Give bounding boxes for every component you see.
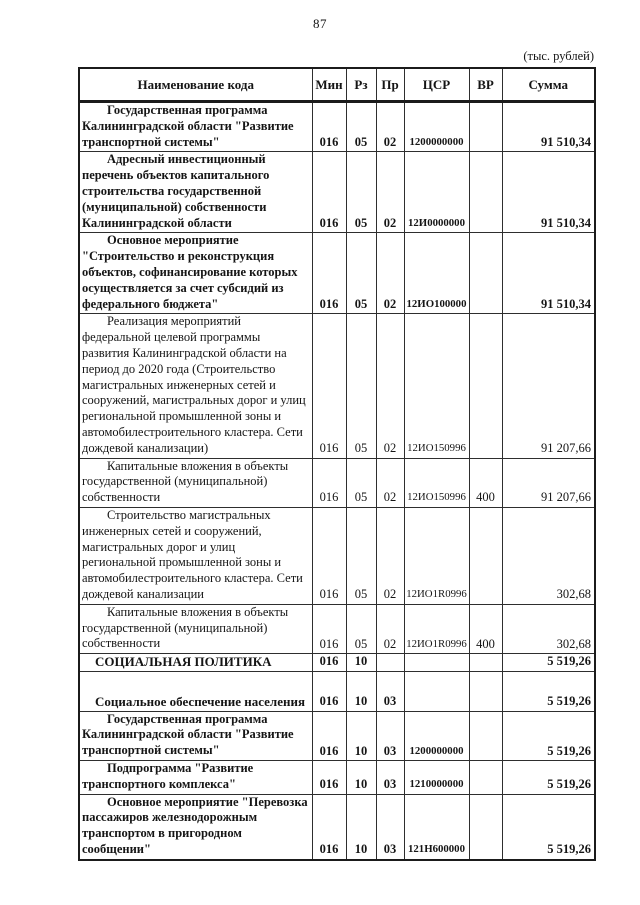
column-header-pr: Пр [376, 68, 404, 102]
cell-vr [469, 671, 502, 711]
cell-code-name: Основное мероприятие "Перевозка пассажиров железнодорожным транспортом в пригородном сообщении" [79, 794, 312, 860]
cell-rz: 05 [346, 102, 376, 152]
cell-min: 016 [312, 458, 346, 507]
cell-rz: 05 [346, 233, 376, 314]
cell-summa: 302,68 [502, 604, 595, 653]
table-row [79, 711, 595, 760]
cell-rz: 05 [346, 314, 376, 458]
cell-min: 016 [312, 233, 346, 314]
page-number: 87 [313, 16, 327, 31]
cell-summa: 5 519,26 [502, 794, 595, 860]
cell-code-name: Реализация мероприятий федеральной целевой программы развития Калининградской области на период до 2020 года (Строительство магистральных инженерных сетей и сооружений, магистральных дорог и улиц региональной промышленной зоны и автомобилестроительного кластера. Сети дождевой канализации) [79, 314, 312, 458]
cell-pr: 02 [376, 102, 404, 152]
cell-min: 016 [312, 794, 346, 860]
cell-summa: 5 519,26 [502, 761, 595, 795]
cell-vr: 400 [469, 458, 502, 507]
cell-summa: 91 207,66 [502, 314, 595, 458]
cell-min: 016 [312, 152, 346, 233]
table-row [79, 654, 595, 672]
cell-rz: 05 [346, 152, 376, 233]
table-header-row [79, 68, 595, 102]
table-row [79, 152, 595, 233]
cell-vr [469, 314, 502, 458]
column-header-rz: Рз [346, 68, 376, 102]
cell-code-name: Подпрограмма "Развитие транспортного комплекса" [79, 761, 312, 795]
cell-code-name: Основное мероприятие "Строительство и реконструкция объектов, софинансирование которых осуществляется за счет субсидий из федерального бюджета" [79, 233, 312, 314]
cell-rz: 05 [346, 604, 376, 653]
table-row [79, 794, 595, 860]
cell-csr [404, 671, 469, 711]
cell-min: 016 [312, 102, 346, 152]
cell-rz: 05 [346, 458, 376, 507]
cell-vr [469, 654, 502, 672]
cell-pr: 03 [376, 761, 404, 795]
cell-pr: 03 [376, 671, 404, 711]
cell-summa: 5 519,26 [502, 671, 595, 711]
cell-summa: 5 519,26 [502, 711, 595, 760]
table-row [79, 507, 595, 604]
table-body [79, 102, 595, 860]
cell-vr [469, 233, 502, 314]
column-header-vr: ВР [469, 68, 502, 102]
cell-rz: 10 [346, 794, 376, 860]
cell-summa: 91 510,34 [502, 233, 595, 314]
cell-vr [469, 761, 502, 795]
cell-rz: 10 [346, 654, 376, 672]
column-header-csr: ЦСР [404, 68, 469, 102]
cell-pr [376, 654, 404, 672]
cell-rz: 05 [346, 507, 376, 604]
cell-csr: 1210000000 [404, 761, 469, 795]
cell-vr [469, 507, 502, 604]
cell-csr: 12ИО150996 [404, 458, 469, 507]
cell-min: 016 [312, 711, 346, 760]
cell-summa: 91 207,66 [502, 458, 595, 507]
cell-summa: 91 510,34 [502, 152, 595, 233]
cell-vr [469, 152, 502, 233]
cell-csr: 12ИО100000 [404, 233, 469, 314]
column-header-min: Мин [312, 68, 346, 102]
cell-vr: 400 [469, 604, 502, 653]
cell-pr: 02 [376, 233, 404, 314]
cell-rz: 10 [346, 671, 376, 711]
table-row [79, 604, 595, 653]
cell-summa: 302,68 [502, 507, 595, 604]
cell-code-name: Социальное обеспечение населения [79, 671, 312, 711]
cell-min: 016 [312, 314, 346, 458]
cell-code-name: Капитальные вложения в объекты государственной (муниципальной) собственности [79, 458, 312, 507]
table-row [79, 233, 595, 314]
budget-table [78, 67, 596, 861]
cell-vr [469, 711, 502, 760]
table-row [79, 314, 595, 458]
cell-vr [469, 794, 502, 860]
cell-summa: 5 519,26 [502, 654, 595, 672]
table-row [79, 671, 595, 711]
cell-pr: 02 [376, 314, 404, 458]
cell-csr: 12ИО150996 [404, 314, 469, 458]
cell-pr: 02 [376, 152, 404, 233]
cell-pr: 03 [376, 794, 404, 860]
table-row [79, 761, 595, 795]
cell-min: 016 [312, 671, 346, 711]
table-row [79, 458, 595, 507]
column-header-name: Наименование кода [79, 68, 312, 102]
cell-csr [404, 654, 469, 672]
cell-code-name: СОЦИАЛЬНАЯ ПОЛИТИКА [79, 654, 312, 672]
cell-code-name: Государственная программа Калининградской области "Развитие транспортной системы" [79, 102, 312, 152]
column-header-summa: Сумма [502, 68, 595, 102]
cell-pr: 02 [376, 458, 404, 507]
cell-min: 016 [312, 507, 346, 604]
cell-csr: 12ИО1R0996 [404, 604, 469, 653]
cell-csr: 1200000000 [404, 711, 469, 760]
table-row [79, 102, 595, 152]
cell-pr: 02 [376, 507, 404, 604]
cell-pr: 02 [376, 604, 404, 653]
cell-code-name: Строительство магистральных инженерных сетей и сооружений, магистральных дорог и улиц региональной промышленной зоны и автомобилестроительного кластера. Сети дождевой канализации [79, 507, 312, 604]
cell-code-name: Адресный инвестиционный перечень объектов капитального строительства государственной (муниципальной) собственности Калининградской области [79, 152, 312, 233]
cell-csr: 1200000000 [404, 102, 469, 152]
cell-csr: 12И0000000 [404, 152, 469, 233]
cell-min: 016 [312, 604, 346, 653]
cell-min: 016 [312, 761, 346, 795]
cell-min: 016 [312, 654, 346, 672]
cell-code-name: Капитальные вложения в объекты государственной (муниципальной) собственности [79, 604, 312, 653]
cell-rz: 10 [346, 711, 376, 760]
cell-vr [469, 102, 502, 152]
cell-summa: 91 510,34 [502, 102, 595, 152]
cell-code-name: Государственная программа Калининградской области "Развитие транспортной системы" [79, 711, 312, 760]
cell-rz: 10 [346, 761, 376, 795]
cell-csr: 121Н600000 [404, 794, 469, 860]
units-note: (тыс. рублей) [523, 49, 594, 63]
cell-csr: 12ИО1R0996 [404, 507, 469, 604]
cell-pr: 03 [376, 711, 404, 760]
